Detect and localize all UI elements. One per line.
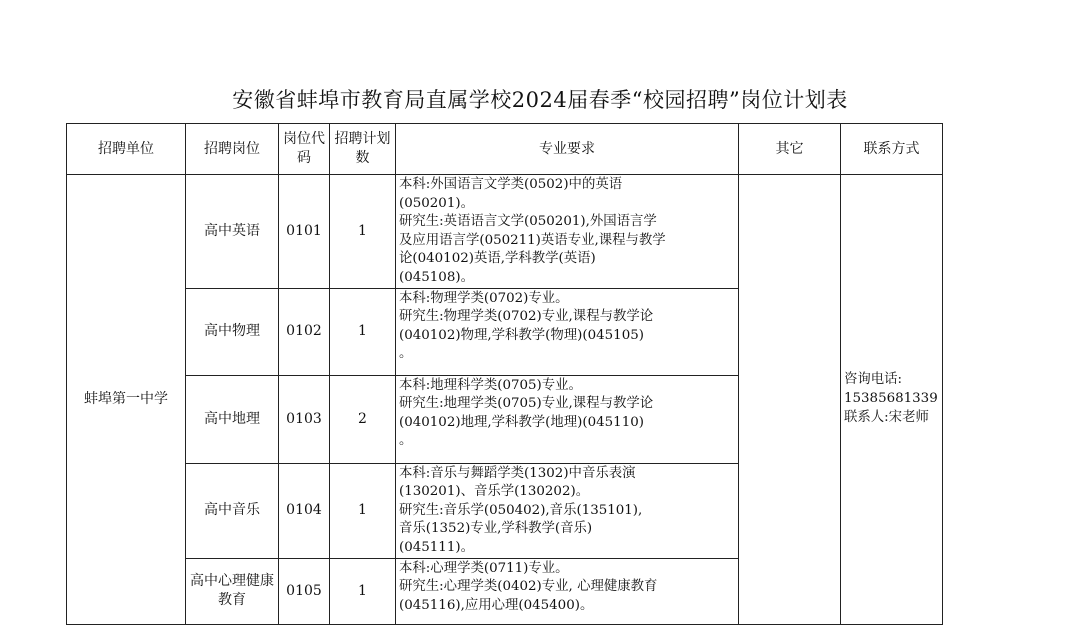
requirement-line: 本科:音乐与舞蹈学类(1302)中音乐表演 bbox=[399, 465, 636, 481]
requirement-line: 研究生:心理学类(0402)专业, 心理健康教育 bbox=[399, 579, 658, 595]
requirement-line: (045108)。 bbox=[399, 269, 474, 285]
position-cell: 高中音乐 bbox=[186, 463, 279, 558]
position-cell: 高中英语 bbox=[186, 175, 279, 289]
contact-phone: 15385681339 bbox=[844, 390, 938, 406]
requirement-line: 研究生:物理学类(0702)专业,课程与教学论 bbox=[399, 309, 654, 325]
requirement-line: 本科:地理科学类(0705)专业。 bbox=[399, 377, 582, 393]
requirement-line: 论(040102)英语,学科教学(英语) bbox=[399, 251, 596, 267]
count-cell: 1 bbox=[330, 288, 396, 375]
requirement-line: (045111)。 bbox=[399, 539, 474, 555]
position-cell: 高中地理 bbox=[186, 375, 279, 463]
other-cell bbox=[739, 175, 841, 625]
requirement-line: 及应用语言学(050211)英语专业,课程与教学 bbox=[399, 232, 666, 248]
requirements-cell bbox=[396, 463, 739, 558]
requirement-line: 研究生:地理学类(0705)专业,课程与教学论 bbox=[399, 396, 654, 412]
position-cell: 高中物理 bbox=[186, 288, 279, 375]
requirements-cell bbox=[396, 288, 739, 375]
code-cell: 0103 bbox=[279, 375, 330, 463]
position-cell: 高中心理健康教育 bbox=[186, 558, 279, 624]
code-cell: 0105 bbox=[279, 558, 330, 624]
header-row bbox=[67, 124, 943, 175]
count-cell: 1 bbox=[330, 175, 396, 289]
unit-cell: 蚌埠第一中学 bbox=[67, 175, 186, 625]
requirement-line: 研究生:音乐学(050402),音乐(135101), bbox=[399, 502, 643, 518]
header-other: 其它 bbox=[739, 124, 841, 175]
contact-cell bbox=[841, 175, 943, 625]
table-row bbox=[67, 175, 943, 289]
header-code: 岗位代码 bbox=[279, 124, 330, 175]
requirement-line: 。 bbox=[399, 433, 413, 449]
header-contact: 联系方式 bbox=[841, 124, 943, 175]
requirement-line: (045116),应用心理(045400)。 bbox=[399, 597, 594, 613]
requirements-cell bbox=[396, 558, 739, 624]
requirement-line: 研究生:英语语言文学(050201),外国语言学 bbox=[399, 214, 657, 230]
contact-person: 联系人:宋老师 bbox=[844, 409, 929, 425]
requirement-line: (040102)物理,学科教学(物理)(045105) bbox=[399, 327, 644, 343]
header-requirements: 专业要求 bbox=[396, 124, 739, 175]
contact-phone-label: 咨询电话: bbox=[844, 372, 903, 388]
count-cell: 1 bbox=[330, 463, 396, 558]
code-cell: 0101 bbox=[279, 175, 330, 289]
requirement-line: 。 bbox=[399, 346, 413, 362]
requirement-line: 本科:外国语言文学类(0502)中的英语 bbox=[399, 177, 623, 192]
requirement-line: (040102)地理,学科教学(地理)(045110) bbox=[399, 414, 644, 430]
requirement-line: (050201)。 bbox=[399, 195, 474, 211]
requirement-line: (130201)、音乐学(130202)。 bbox=[399, 484, 590, 500]
header-count: 招聘计划数 bbox=[330, 124, 396, 175]
header-position: 招聘岗位 bbox=[186, 124, 279, 175]
recruitment-plan-table bbox=[66, 123, 943, 625]
code-cell: 0102 bbox=[279, 288, 330, 375]
requirements-cell bbox=[396, 175, 739, 289]
code-cell: 0104 bbox=[279, 463, 330, 558]
requirement-line: 本科:心理学类(0711)专业。 bbox=[399, 560, 569, 576]
header-unit: 招聘单位 bbox=[67, 124, 186, 175]
requirement-line: 本科:物理学类(0702)专业。 bbox=[399, 290, 569, 306]
document-title: 安徽省蚌埠市教育局直属学校2024届春季“校园招聘”岗位计划表 bbox=[232, 88, 848, 112]
count-cell: 2 bbox=[330, 375, 396, 463]
requirements-cell bbox=[396, 375, 739, 463]
requirement-line: 音乐(1352)专业,学科教学(音乐) bbox=[399, 521, 593, 537]
count-cell: 1 bbox=[330, 558, 396, 624]
